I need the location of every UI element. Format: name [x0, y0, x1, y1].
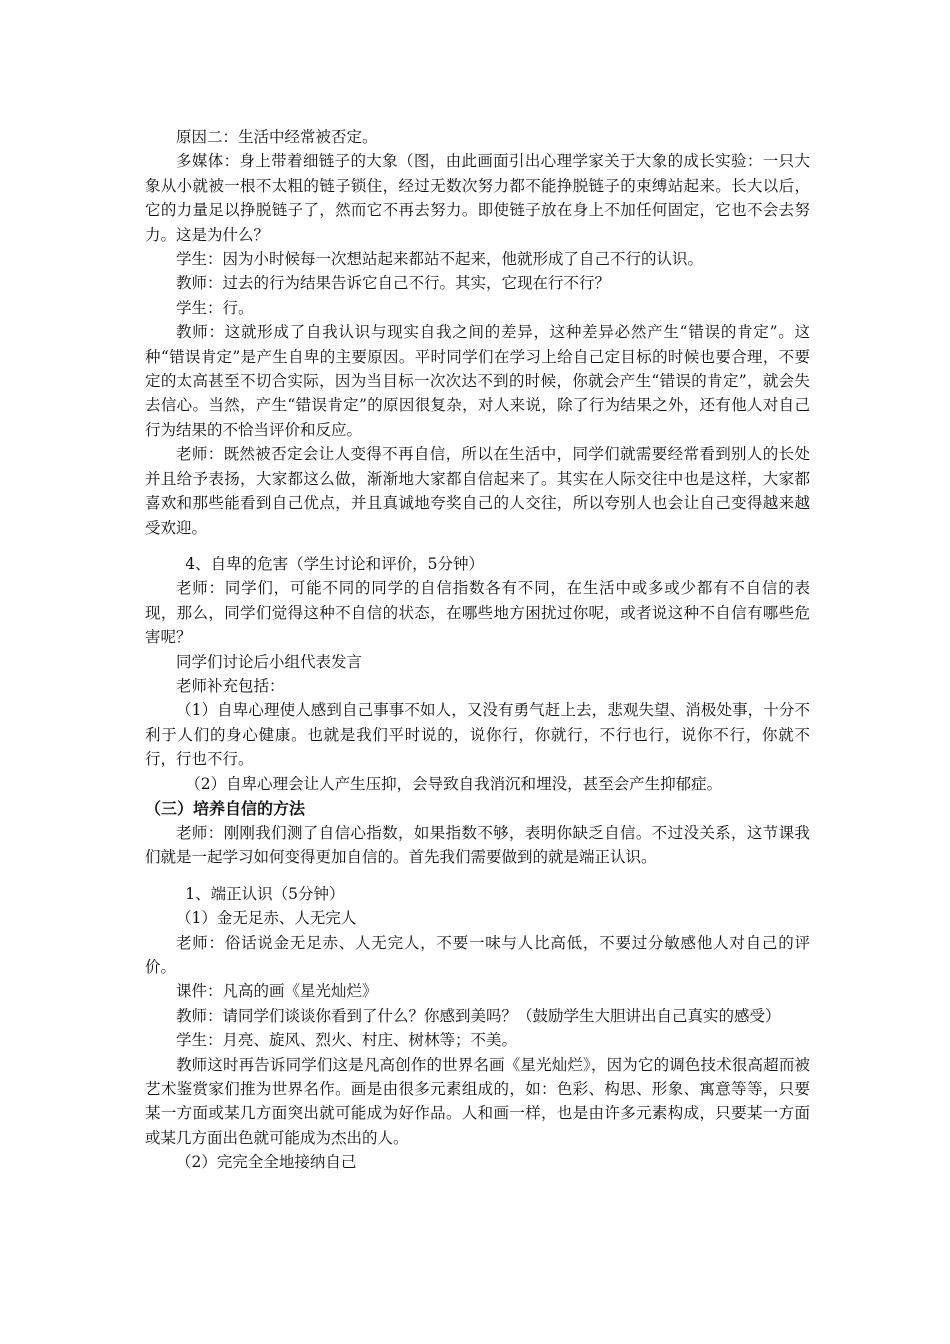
paragraph-teacher-painting: 教师这时再告诉同学们这是凡高创作的世界名画《星光灿烂》，因为它的调色技术很高超而被艺术鉴赏家们推为世界名作。画是由很多元素组成的，如：色彩、构思、形象、寓意等等，只要某一方面或某几方面突出就可能成为好作品。人和画一样，也是由许多元素构成，只要某一方面或某几方面出色就可能成为杰出的人。	[145, 1055, 810, 1147]
paragraph-student-observation: 学生：月亮、旋风、烈火、村庄、树林等；不美。	[176, 1031, 518, 1050]
paragraph-teacher-question: 教师：过去的行为结果告诉它自己不行。其实，它现在行不行？	[176, 274, 611, 293]
paragraph-teacher-explanation: 教师：这就形成了自我认识与现实自我之间的差异，这种差异必然产生“错误的肯定”。这种“错误肯定”是产生自卑的主要原因。平时同学们在学习上给自己定目标的时候也要合理，不要定的太高甚至不切合实际，因为当目标一次次达不到的时候，你就会产生“错误的肯定”，就会失去信心。当然，产生“错误肯定”的原因很复杂，对人来说，除了行为结果之外，还有他人对自己行为结果的不恰当评价和反应。	[145, 323, 810, 439]
subheading-accept-yourself: （2）完完全全地接纳自己	[176, 1153, 357, 1172]
paragraph-teacher-prompt: 老师：同学们，可能不同的同学的自信指数各有不同，在生活中或多或少都有不自信的表现，那么，同学们觉得这种不自信的状态，在哪些地方困扰过你呢，或者说这种不自信有哪些危害呢？	[145, 579, 810, 647]
paragraph-teacher-intro: 老师：刚刚我们测了自信心指数，如果指数不够，表明你缺乏自信。不过没关系，这节课我们就是一起学习如何变得更加自信的。首先我们需要做到的就是端正认识。	[145, 823, 810, 867]
paragraph-student-answer: 学生：因为小时候每一次想站起来都站不起来，他就形成了自己不行的认识。	[176, 250, 704, 269]
section-heading-methods: （三）培养自信的方法	[145, 798, 306, 818]
list-item-harm-2: （2）自卑心理会让人产生压抑，会导致自我消沉和埋没，甚至会产生抑郁症。	[185, 774, 723, 793]
paragraph-teacher-supplement: 老师补充包括：	[176, 676, 285, 695]
section-heading-harm: 4、自卑的危害（学生讨论和评价，5分钟）	[185, 554, 485, 573]
section-heading-correct-view: 1、端正认识（5分钟）	[185, 884, 345, 903]
paragraph-student-reply: 学生：行。	[176, 298, 254, 317]
paragraph-group-discussion: 同学们讨论后小组代表发言	[176, 652, 363, 671]
subheading-nobody-perfect: （1）金无足赤、人无完人	[176, 909, 357, 928]
document-body	[145, 125, 810, 1175]
paragraph-reason-two: 原因二：生活中经常被否定。	[176, 128, 378, 146]
paragraph-teacher-saying: 老师：俗话说金无足赤、人无完人，不要一味与人比高低，不要过分敏感他人对自己的评价。	[145, 933, 810, 976]
list-item-harm-1: （1）自卑心理使人感到自己事事不如人，又没有勇气赶上去，悲观失望、消极处事，十分不利于人们的身心健康。也就是我们平时说的，说你行，你就行，不行也行，说你不行，你就不行，行也不行。	[145, 701, 810, 769]
paragraph-courseware: 课件：凡高的画《星光灿烂》	[176, 982, 378, 1001]
paragraph-multimedia-elephant: 多媒体：身上带着细链子的大象（图，由此画面引出心理学家关于大象的成长实验：一只大象从小就被一根不太粗的链子锁住，经过无数次努力都不能挣脱链子的束缚站起来。长大以后，它的力量足以挣脱链子了，然而它不再去努力。即使链子放在身上不加任何固定，它也不会去努力。这是为什么？	[145, 152, 810, 244]
paragraph-teacher-ask: 教师：请同学们谈谈你看到了什么？你感到美吗？（鼓励学生大胆讲出自己真实的感受）	[176, 1006, 781, 1025]
paragraph-teacher-praise: 老师：既然被否定会让人变得不再自信，所以在生活中，同学们就需要经常看到别人的长处并且给予表扬，大家都这么做，渐渐地大家都自信起来了。其实在人际交往中也是这样，大家都喜欢和那些能看到自己优点，并且真诚地夸奖自己的人交往，所以夸别人也会让自己变得越来越受欢迎。	[145, 445, 810, 537]
